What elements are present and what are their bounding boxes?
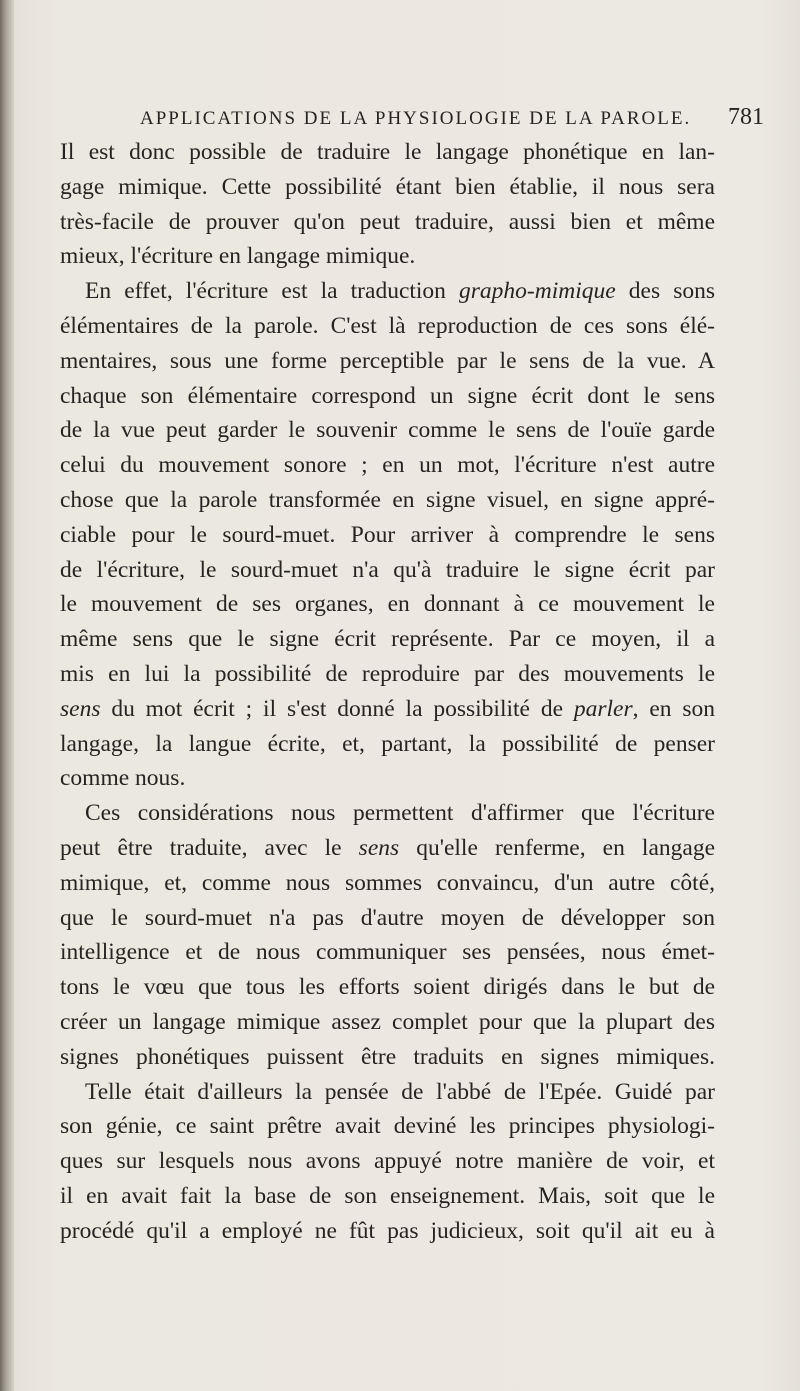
text-line: créer un langage mimique assez complet pour que la plupart des (60, 1008, 715, 1035)
text-line: intelligence et de nous communiquer ses pensées, nous émet- (60, 939, 715, 966)
text-line: celui du mouvement sonore ; en un mot, l'écriture n'est autre (60, 452, 715, 479)
page-number: 781 (728, 104, 764, 130)
text-line: élémentaires de la parole. C'est là reproduction de ces sons élé- (60, 312, 715, 339)
text-line: langage, la langue écrite, et, partant, la possibilité de penser (60, 730, 715, 757)
text-line: chaque son élémentaire correspond un signe écrit dont le sens (60, 382, 715, 409)
text-line: ciable pour le sourd-muet. Pour arriver à comprendre le sens (60, 521, 715, 548)
text-line: tons le vœu que tous les efforts soient dirigés dans le but de (60, 974, 715, 1001)
text-line: de la vue peut garder le souvenir comme le sens de l'ouïe garde (60, 417, 715, 444)
running-title: APPLICATIONS DE LA PHYSIOLOGIE DE LA PAROLE. (140, 108, 692, 129)
text-line-italic: sens du mot écrit ; il s'est donné la possibilité de parler, en son (60, 695, 716, 722)
body-text (60, 135, 715, 1249)
text-line: mentaires, sous une forme perceptible par le sens de la vue. A (60, 347, 715, 374)
text-line: le mouvement de ses organes, en donnant à ce mouvement le (60, 591, 715, 618)
text-line: procédé qu'il a employé ne fût pas judicieux, soit qu'il ait eu à (60, 1217, 715, 1244)
italic-word: sens (60, 695, 101, 722)
text-line: de l'écriture, le sourd-muet n'a qu'à traduire le signe écrit par (60, 556, 715, 583)
italic-word: grapho-mimique (459, 278, 616, 305)
text-line: mimique, et, comme nous sommes convaincu, d'un autre côté, (60, 869, 715, 896)
text-line: son génie, ce saint prêtre avait deviné les principes physiologi- (60, 1113, 715, 1140)
text-line: gage mimique. Cette possibilité étant bien établie, il nous sera (60, 173, 715, 200)
text-line: signes phonétiques puissent être traduits en signes mimiques. (60, 1043, 715, 1070)
text-line: Telle était d'ailleurs la pensée de l'abbé de l'Epée. Guidé par (85, 1078, 715, 1105)
text-line: comme nous. (60, 765, 186, 792)
text-line: il en avait fait la base de son enseignement. Mais, soit que le (60, 1182, 715, 1209)
text-line: chose que la parole transformée en signe visuel, en signe appré- (60, 486, 715, 513)
text-line: très-facile de prouver qu'on peut traduire, aussi bien et même (60, 208, 715, 235)
italic-word: sens (358, 834, 400, 861)
italic-word: parler (573, 695, 633, 722)
text-line: Ces considérations nous permettent d'affirmer que l'écriture (85, 800, 715, 827)
text-line: mis en lui la possibilité de reproduire par des mouvements le (60, 660, 715, 687)
text-line: que le sourd-muet n'a pas d'autre moyen de développer son (60, 904, 715, 931)
text-line: même sens que le signe écrit représente. Par ce moyen, il a (60, 626, 715, 653)
text-line: mieux, l'écriture en langage mimique. (60, 243, 416, 270)
text-line-italic: peut être traduite, avec le sens qu'elle renferme, en langage (60, 834, 716, 861)
text-line: ques sur lesquels nous avons appuyé notre manière de voir, et (60, 1148, 715, 1175)
text-line-italic: En effet, l'écriture est la traduction grapho-mimique des sons (85, 278, 715, 305)
text-line: Il est donc possible de traduire le langage phonétique en lan- (60, 139, 715, 165)
page-gutter-shadow (0, 0, 14, 1391)
